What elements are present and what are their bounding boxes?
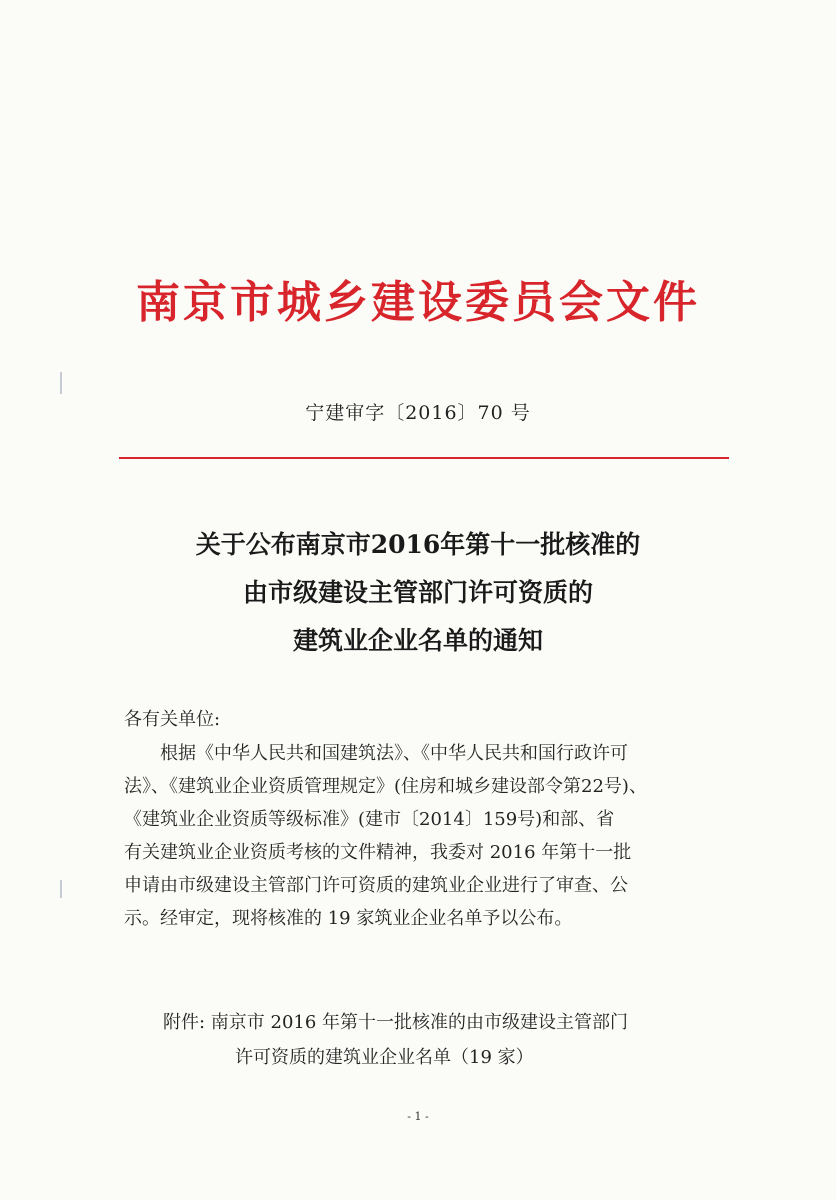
red-separator-line xyxy=(119,457,729,459)
body-line-3: 《建筑业企业资质等级标准》(建市〔2014〕159号)和部、省 xyxy=(124,809,615,830)
attachment-note xyxy=(163,1005,628,1075)
body-line-2: 法》、《建筑业企业资质管理规定》(住房和城乡建设部令第22号)、 xyxy=(124,776,647,797)
page-number: - 1 - xyxy=(407,1110,429,1123)
body-line-4: 有关建筑业企业资质考核的文件精神，我委对 2016 年第十一批 xyxy=(124,842,632,863)
title-line-2: 由市级建设主管部门许可资质的 xyxy=(242,578,593,607)
notice-title xyxy=(0,521,836,665)
body-line-5: 申请由市级建设主管部门许可资质的建筑业企业进行了审查、公 xyxy=(124,875,628,896)
attachment-line-2: 许可资质的建筑业企业名单（19 家） xyxy=(235,1047,534,1068)
title-line-1: 关于公布南京市2016年第十一批核准的 xyxy=(195,530,641,559)
scan-mark-left-lower xyxy=(60,880,62,898)
issuer-header: 南京市城乡建设委员会文件 xyxy=(136,277,700,328)
attachment-line-1: 附件: 南京市 2016 年第十一批核准的由市级建设主管部门 xyxy=(163,1012,629,1033)
salutation: 各有关单位: xyxy=(124,709,221,730)
title-line-3: 建筑业企业名单的通知 xyxy=(292,626,543,655)
document-number: 宁建审字〔2016〕70 号 xyxy=(305,402,531,424)
body-line-6: 示。经审定，现将核准的 19 家筑业企业名单予以公布。 xyxy=(124,908,573,929)
scan-mark-left xyxy=(60,372,62,394)
body-line-1: 根据《中华人民共和国建筑法》、《中华人民共和国行政许可 xyxy=(124,743,628,764)
body-paragraph xyxy=(124,737,736,935)
